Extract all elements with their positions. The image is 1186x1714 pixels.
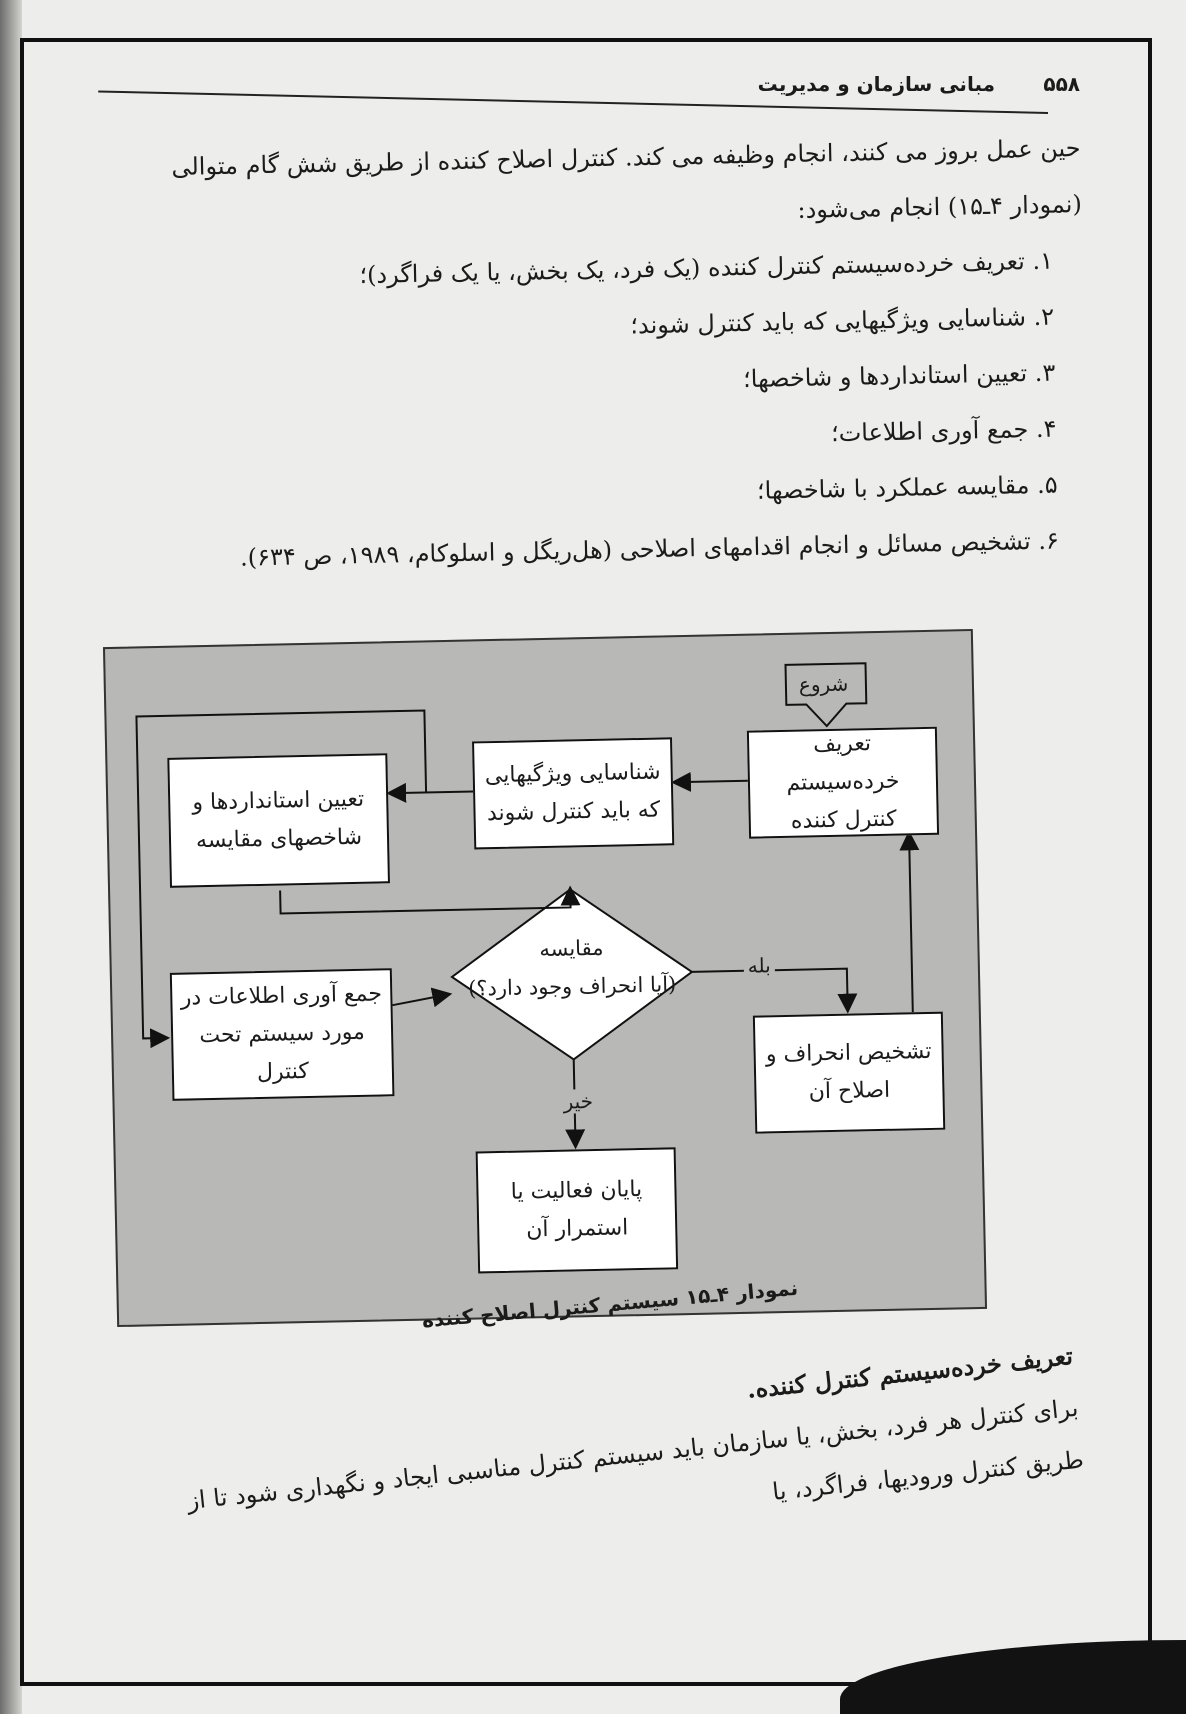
step-item: ۲. شناسایی ویژگیهایی که باید کنترل شوند؛ (630, 302, 1055, 340)
end-box: پایان فعالیت یا استمرار آن (476, 1147, 679, 1273)
arrow-identify-standards (388, 791, 473, 793)
arrow-define-identify (673, 781, 748, 783)
step-item: ۵. مقایسه عملکرد با شاخصها؛ (756, 470, 1058, 505)
step-item: ۴. جمع آوری اطلاعات؛ (830, 414, 1057, 448)
section-title: تعریف خرده‌سیستم کنترل کننده. (745, 1340, 1075, 1405)
arrow-diagnose-define (909, 832, 913, 1012)
book-page (60, 60, 1090, 1660)
steps-list (123, 232, 1090, 588)
page-header (110, 68, 1090, 104)
decision-label (461, 927, 683, 1008)
figure-caption: نمودار ۴ـ۱۵ سیستم کنترل اصلاح کننده (421, 1275, 799, 1333)
collect-info-box: جمع آوری اطلاعات در مورد سیستم تحت کنترل (170, 968, 395, 1101)
section-body: برای کنترل هر فرد، بخش، یا سازمان باید سیستم کنترل مناسبی ایجاد و نگهداری شود تا از طریق کنترل ورودیها، فراگرد، یا (186, 1393, 1086, 1516)
step-item: ۱. تعریف خرده‌سیستم کنترل کننده (یک فرد، یک بخش، یا یک فراگرد)؛ (359, 246, 1054, 290)
define-subsystem-box: تعریف خرده‌سیستم کنترل کننده (747, 727, 939, 839)
standards-box: تعیین استانداردها و شاخصهای مقایسه (167, 753, 390, 888)
diagnose-box: تشخیص انحراف و اصلاح آن (753, 1012, 945, 1134)
running-title: مبانی سازمان و مدیریت (757, 72, 995, 96)
scan-shadow (0, 0, 22, 1714)
arrow-standards-decision (280, 884, 570, 913)
decision-title: مقایسه (539, 935, 604, 962)
identify-box: شناسایی ویژگیهایی که باید کنترل شوند (472, 737, 674, 849)
step-item: ۶. تشخیص مسائل و انجام اقدامهای اصلاحی (هل‌ریگل و اسلوکام، ۱۹۸۹، ص ۶۳۴). (239, 526, 1060, 572)
yes-label: بله (744, 953, 775, 978)
no-label: خیر (559, 1089, 597, 1114)
start-label: شروع (798, 671, 849, 697)
intro-paragraph: حین عمل بروز می کنند، انجام وظیفه می کند. کنترل اصلاح کننده از طریق شش گام متوالی (نمودار ۴ـ۱۵) انجام می‌شود: (171, 133, 1083, 224)
arrow-collect-decision (392, 994, 450, 1005)
step-item: ۳. تعیین استانداردها و شاخصها؛ (742, 358, 1056, 394)
page-number: ۵۵۸ (1043, 72, 1080, 96)
decision-question: (آیا انحراف وجود دارد؟) (467, 972, 677, 1001)
body-text (120, 120, 1089, 588)
flowchart-figure (103, 629, 987, 1327)
section-text (135, 1330, 1086, 1583)
